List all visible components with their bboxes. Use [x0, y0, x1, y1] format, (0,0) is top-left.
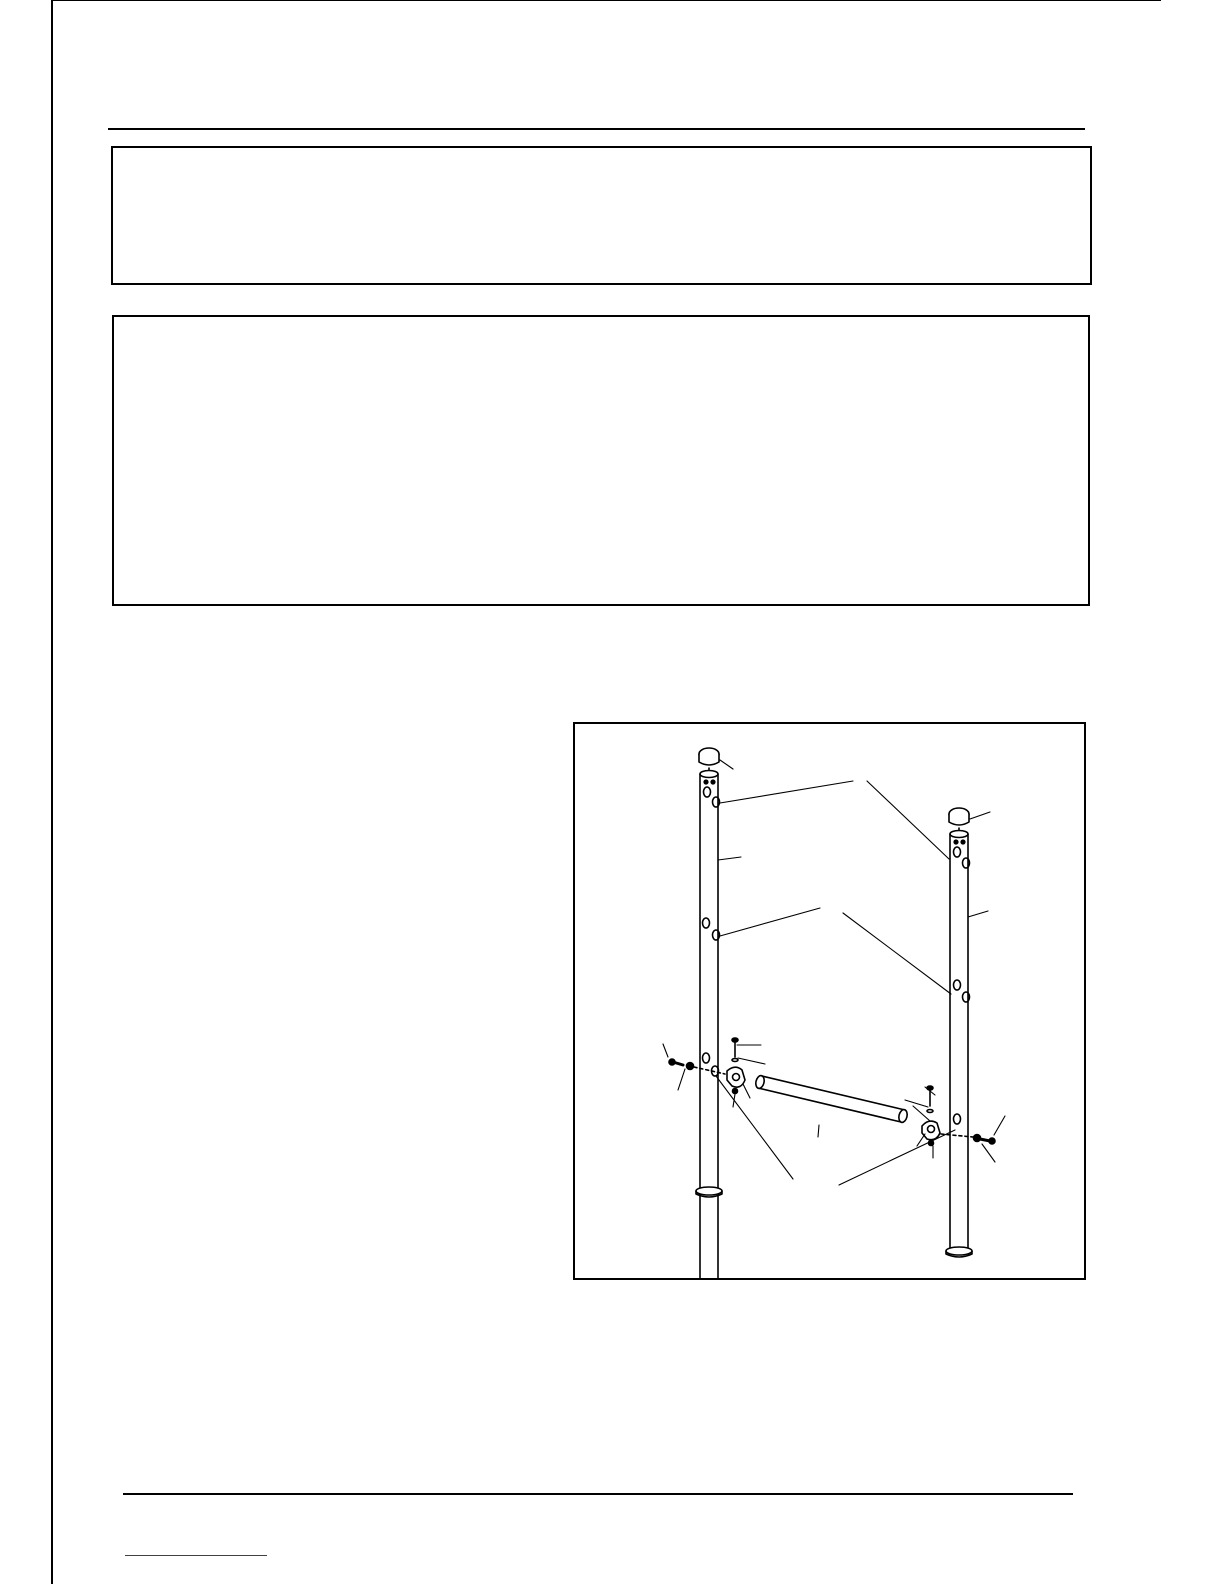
left-upright-post [696, 748, 722, 1278]
assembly-drawing [575, 724, 1084, 1278]
right-top-washer [927, 1110, 933, 1113]
left-bracket [727, 1067, 745, 1087]
header-rule [108, 128, 1085, 130]
left-top-washer [732, 1059, 738, 1062]
right-post-hole-5 [954, 1114, 961, 1124]
cross-bar-left-end [755, 1075, 766, 1089]
left-post-hole-1 [704, 787, 711, 797]
right-post-hole-3 [954, 980, 961, 990]
left-side-washer [687, 1063, 694, 1070]
footer-rule [123, 1493, 1073, 1495]
left-post-foot [696, 1187, 722, 1195]
assembly-diagram [573, 722, 1086, 1280]
left-bracket-assembly [669, 1038, 745, 1094]
right-bracket-assembly [922, 1086, 995, 1146]
page-frame-top-border [51, 0, 1161, 1]
right-post-top [950, 831, 968, 838]
right-bracket [922, 1121, 940, 1140]
left-post-hole-3 [703, 918, 710, 928]
left-post-cap-body [699, 754, 719, 765]
left-post-hole-5 [703, 1053, 710, 1063]
instructions-box [112, 315, 1090, 606]
page-frame-left-border [51, 0, 53, 1584]
right-post-hole-1 [954, 847, 961, 857]
cross-bar [755, 1075, 909, 1123]
caution-box [111, 146, 1092, 285]
footer-link-underline[interactable] [125, 1555, 267, 1556]
right-post-cap-body [949, 814, 969, 825]
right-post-foot [946, 1247, 972, 1255]
cross-bar-right-end [898, 1109, 909, 1123]
right-upright-post [946, 808, 972, 1257]
left-post-top [700, 771, 718, 778]
